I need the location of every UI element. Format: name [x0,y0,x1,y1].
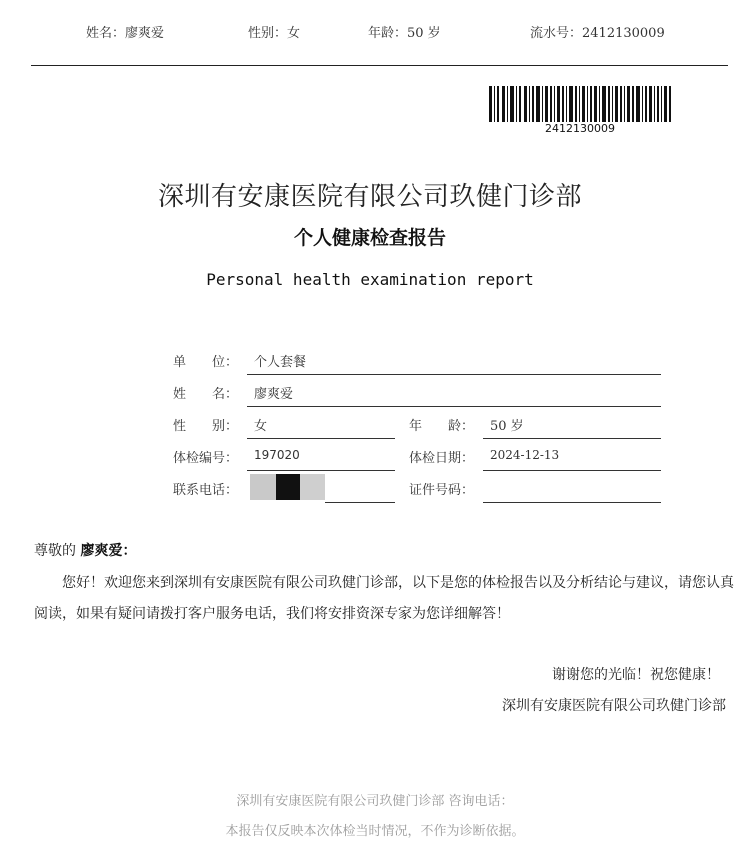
header-patient-name: 姓名：廖爽爱 [86,26,165,41]
age-value: 50 岁 [490,419,524,434]
age-underline [483,438,661,439]
footer-contact: 深圳有安康医院有限公司玖健门诊部 咨询电话： [236,794,514,809]
exam-number-value: 197020 [254,448,300,462]
exam-number-label: 体检编号： [173,451,239,466]
phone-value-redacted [250,474,325,500]
exam-number-underline [247,470,395,471]
footer-disclaimer: 本报告仅反映本次体检当时情况，不作为诊断依据。 [225,824,525,839]
header-patient-age: 年龄：50 岁 [368,26,441,41]
report-title-cn: 个人健康检查报告 [293,227,446,249]
phone-underline [325,502,395,503]
sex-value: 女 [254,419,268,434]
exam-date-label: 体检日期： [409,451,475,466]
unit-value: 个人套餐 [254,355,307,370]
signature-line: 深圳有安康医院有限公司玖健门诊部 [502,698,726,714]
greeting [34,540,136,560]
sex-label: 性 别： [173,419,239,434]
name-value: 廖爽爱 [254,387,294,402]
name-underline [247,406,661,407]
header-divider [31,65,728,66]
name-label: 姓 名： [173,387,239,402]
report-header [0,22,750,42]
header-patient-sex: 性别：女 [248,26,301,41]
report-title-en: Personal health examination report [206,270,534,289]
unit-underline [247,374,661,375]
phone-label: 联系电话： [173,483,239,498]
hospital-name: 深圳有安康医院有限公司玖健门诊部 [157,182,582,212]
sex-underline [247,438,395,439]
greeting-name: 廖爽爱： [80,543,137,559]
thanks-line: 谢谢您的光临！祝您健康！ [552,667,720,683]
id-number-label: 证件号码： [409,483,475,498]
age-label: 年 龄： [409,419,475,434]
id-number-underline [483,502,661,503]
unit-label: 单 位： [173,355,239,370]
exam-date-value: 2024-12-13 [490,448,560,462]
barcode-number: 2412130009 [545,122,615,135]
barcode-image [489,86,671,122]
header-serial-number: 流水号：2412130009 [530,26,665,41]
greeting-prefix: 尊敬的 [34,543,76,559]
exam-date-underline [483,470,661,471]
welcome-paragraph: 您好！欢迎您来到深圳有安康医院有限公司玖健门诊部，以下是您的体检报告以及分析结论与建议，请您认真阅读，如果有疑问请拨打客户服务电话，我们将安排资深专家为您详细解答！ [34,575,734,622]
